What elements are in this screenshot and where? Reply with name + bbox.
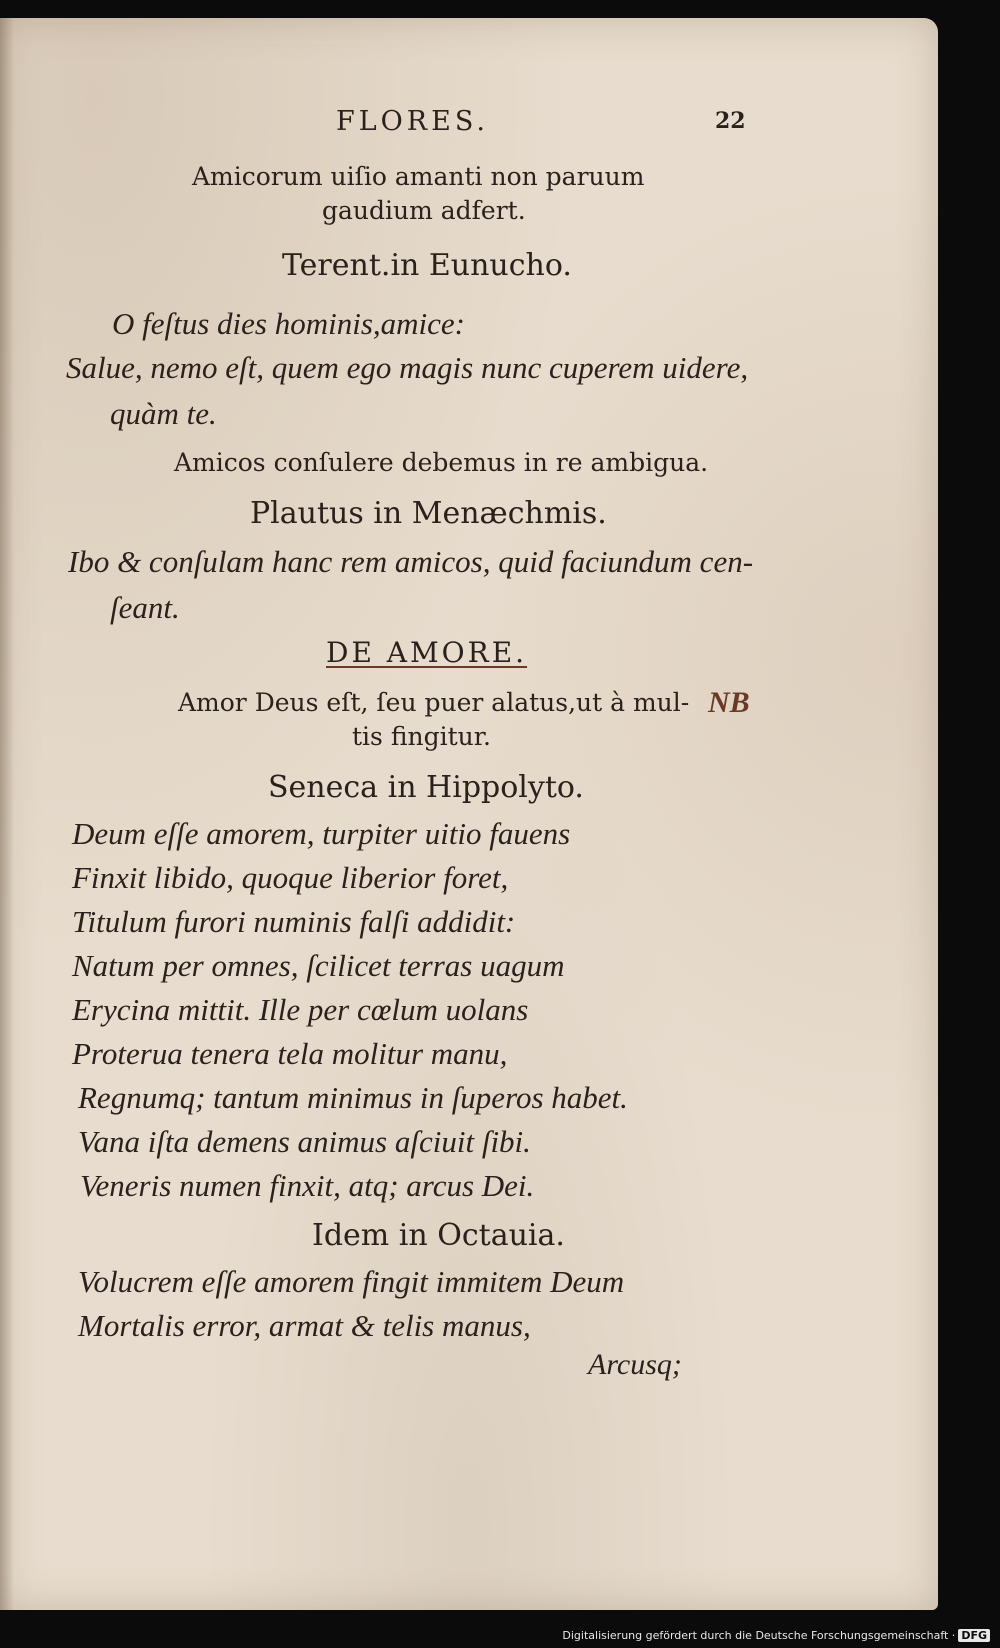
text-line: Amicos conſulere debemus in re ambigua.	[174, 448, 709, 477]
verse-line: Deum eſſe amorem, turpiter uitio fauens	[72, 816, 571, 851]
page-number: 22	[715, 108, 746, 134]
citation-heading: Plautus in Menæchmis.	[250, 496, 607, 531]
citation-heading: Idem in Octauia.	[312, 1218, 565, 1253]
verse-line: Finxit libido, quoque liberior foret,	[72, 860, 509, 895]
page-gutter-shadow	[0, 18, 14, 1610]
verse-line: Volucrem eſſe amorem fingit immitem Deum	[78, 1264, 625, 1299]
verse-line: Titulum furori numinis falſi addidit:	[72, 904, 516, 939]
digitization-credit	[562, 1629, 990, 1642]
catchword: Arcusq;	[588, 1348, 682, 1381]
text-line: Amicorum uiſio amanti non paruum	[192, 162, 645, 191]
verse-line: Veneris numen finxit, atq; arcus Dei.	[80, 1168, 535, 1203]
verse-line: Proterua tenera tela molitur manu,	[72, 1036, 508, 1071]
handwritten-nota-bene: NB	[708, 686, 750, 719]
page-header	[0, 106, 938, 146]
citation-heading: Seneca in Hippolyto.	[268, 770, 584, 805]
text-line: tis fingitur.	[352, 722, 491, 751]
credit-text: Digitalisierung gefördert durch die Deutsche Forschungsgemeinschaft ·	[562, 1629, 956, 1642]
verse-line: Salue, nemo eſt, quem ego magis nunc cuperem uidere,	[66, 350, 749, 385]
text-line: gaudium adfert.	[322, 196, 526, 225]
dfg-logo: DFG	[958, 1629, 990, 1642]
text-line: Amor Deus eſt, ſeu puer alatus,ut à mul-	[178, 688, 690, 717]
book-page	[0, 18, 938, 1610]
verse-line: Ibo & conſulam hanc rem amicos, quid faciundum cen-	[68, 544, 754, 579]
verse-line: Mortalis error, armat & telis manus,	[78, 1308, 531, 1343]
verse-line: Natum per omnes, ſcilicet terras uagum	[72, 948, 565, 983]
verse-line: ſeant.	[110, 590, 180, 625]
citation-heading: Terent.in Eunucho.	[282, 248, 572, 283]
verse-line: Vana iſta demens animus aſciuit ſibi.	[78, 1124, 531, 1159]
section-title: DE AMORE.	[326, 636, 528, 669]
verse-line: O feſtus dies hominis,amice:	[112, 306, 466, 341]
verse-line: quàm te.	[110, 396, 217, 431]
verse-line: Regnumq; tantum minimus in ſuperos habet.	[78, 1080, 628, 1115]
running-head: FLORES.	[336, 106, 489, 137]
verse-line: Erycina mittit. Ille per cœlum uolans	[72, 992, 529, 1027]
